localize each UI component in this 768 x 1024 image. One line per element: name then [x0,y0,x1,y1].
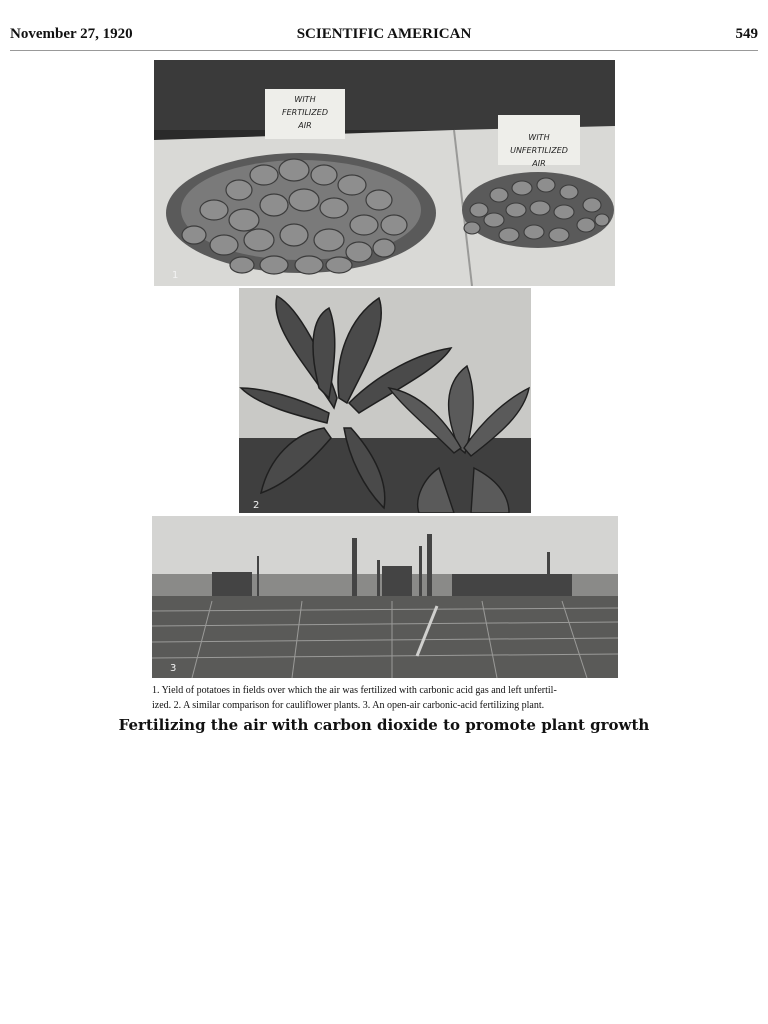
sign-unfertilized-line-1: WITH [528,133,550,142]
cauliflower-plants-photo [239,288,531,513]
figure-number-1: 1 [172,270,179,281]
fertilizing-plant-photo [152,516,618,678]
header-rule [10,50,758,51]
page-number: 549 [735,26,758,42]
sign-unfertilized-line-3: AIR [532,159,546,168]
caption-line-2: ized. 2. A similar comparison for cauliflower plants. 3. An open-air carbonic-acid fertilizing plant. [152,700,545,711]
caption-line-1: 1. Yield of potatoes in fields over which the air was fertilized with carbonic acid gas and left unfertil- [152,685,557,696]
figure-number-3: 3 [170,663,177,674]
figure-number-2: 2 [253,500,260,511]
issue-date: November 27, 1920 [10,26,133,42]
figure-caption [152,683,618,713]
sign-unfertilized-line-2: UNFERTILIZED [510,146,568,155]
sign-fertilized-line-3: AIR [298,121,312,130]
potato-yield-photo [154,60,615,286]
sign-fertilized-line-1: WITH [294,95,316,104]
page-header [10,26,758,46]
article-title: Fertilizing the air with carbon dioxide to promote plant growth [118,716,650,734]
journal-title: SCIENTIFIC AMERICAN [296,26,472,42]
sign-fertilized-line-2: FERTILIZED [282,108,328,117]
